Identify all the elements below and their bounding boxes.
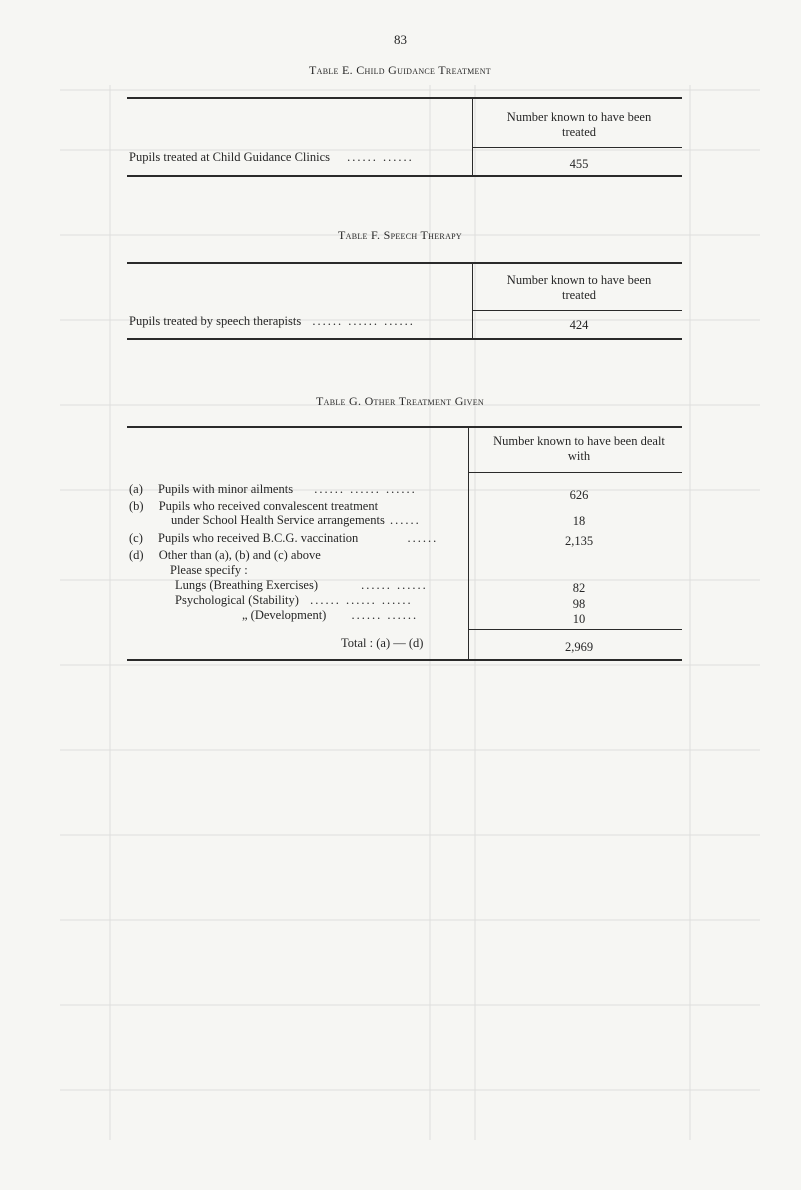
- table-g-top-rule: [127, 426, 682, 428]
- total-value: 2,969: [564, 640, 594, 654]
- leader-dots: ...... ......: [361, 578, 428, 592]
- row-label: Lungs (Breathing Exercises): [175, 578, 319, 592]
- row-value: 98: [572, 597, 586, 611]
- row-label: Pupils who received convalescent treatment: [158, 499, 379, 513]
- table-f-top-rule: [127, 262, 682, 264]
- table-f-column-divider: [472, 264, 473, 339]
- leader-dots: ...... ...... ......: [314, 482, 417, 496]
- table-g-column-divider: [468, 428, 469, 660]
- page-number: 83: [394, 32, 407, 47]
- row-value: 626: [569, 488, 589, 502]
- table-e-column-header: Number known to have been treated: [506, 110, 652, 139]
- row-label: Other than (a), (b) and (c) above: [158, 548, 321, 562]
- leader-dots: ......: [389, 513, 421, 527]
- row-value: 2,135: [564, 534, 594, 548]
- table-row: [175, 593, 413, 608]
- table-row: [129, 531, 438, 546]
- table-e-column-divider: [472, 99, 473, 175]
- leader-dots: ...... ...... ......: [312, 314, 415, 328]
- row-marker: (d): [129, 548, 144, 562]
- table-e-value: 455: [569, 157, 589, 171]
- table-g-header-rule: [468, 472, 682, 473]
- table-f-row-label: Pupils treated by speech therapists ...... ...... ......: [129, 314, 415, 328]
- leader-dots: ...... ......: [347, 150, 414, 164]
- row-value: 82: [572, 581, 586, 595]
- table-e-row-label: Pupils treated at Child Guidance Clinics ...... ......: [129, 150, 414, 164]
- table-f-value: 424: [569, 318, 589, 332]
- row-marker: (a): [129, 482, 143, 496]
- table-f-header-rule: [472, 310, 682, 311]
- table-row: [129, 499, 378, 514]
- table-e-header-rule: [472, 147, 682, 148]
- leader-dots: ...... ......: [351, 608, 419, 622]
- table-g-bottom-rule: [127, 659, 682, 661]
- row-value: 10: [572, 612, 586, 626]
- table-f-title: Table F. Speech Therapy: [338, 228, 462, 242]
- row-label: Pupils who received B.C.G. vaccination: [158, 531, 359, 545]
- row-marker: (b): [129, 499, 144, 513]
- table-f-bottom-rule: [127, 338, 682, 340]
- total-label: Total : (a) — (d): [341, 636, 424, 650]
- row-label: „ (Development): [242, 608, 327, 622]
- row-value: 18: [572, 514, 586, 528]
- table-f-column-header: Number known to have been treated: [506, 273, 652, 302]
- row-label: Psychological (Stability): [175, 593, 299, 607]
- table-e-title: Table E. Child Guidance Treatment: [309, 63, 491, 77]
- table-row: [242, 608, 418, 623]
- row-label-continued: Please specify :: [170, 563, 248, 577]
- table-row: [175, 578, 428, 593]
- table-g-column-header: Number known to have been dealt with: [493, 434, 665, 463]
- row-label: Pupils with minor ailments: [158, 482, 294, 496]
- table-row: [129, 548, 321, 563]
- table-row: [129, 482, 417, 497]
- table-e-bottom-rule: [127, 175, 682, 177]
- row-marker: (c): [129, 531, 143, 545]
- row-label-continued: under School Health Service arrangements ......: [171, 513, 421, 527]
- leader-dots: ...... ...... ......: [310, 593, 413, 607]
- leader-dots: ......: [407, 531, 439, 545]
- table-e-top-rule: [127, 97, 682, 99]
- total-rule: [468, 629, 682, 630]
- table-g-title: Table G. Other Treatment Given: [316, 394, 484, 408]
